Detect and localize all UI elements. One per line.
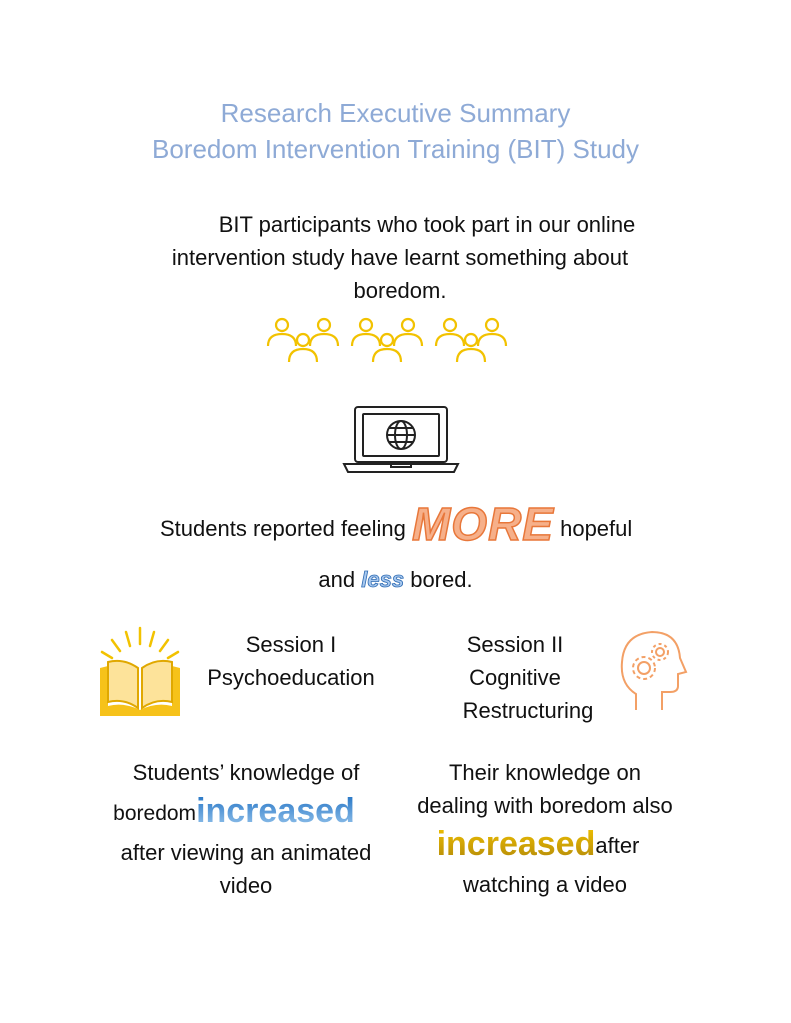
open-book-icon — [96, 626, 184, 720]
session-1-line-1: Students’ knowledge of — [132, 760, 360, 785]
session-2-line-4: watching a video — [463, 872, 627, 897]
finding-prefix: Students reported feeling — [160, 516, 406, 541]
bored-word: bored. — [410, 567, 473, 592]
session-2-after: after — [595, 833, 640, 858]
session-1-body — [96, 756, 396, 902]
laptop-globe-icon — [341, 404, 461, 476]
page-title — [0, 95, 791, 167]
session-2-title: Session II — [466, 632, 564, 657]
intro-line-3: boredom. — [353, 278, 447, 303]
session-2-line-2: dealing with boredom also — [417, 793, 673, 818]
increased-gold-word: increased — [436, 825, 596, 863]
less-word: less — [361, 567, 405, 592]
session-2-body — [400, 756, 690, 901]
finding-line-1 — [160, 498, 720, 550]
session-2-line-1: Their knowledge on — [448, 760, 641, 785]
session-1-header — [196, 628, 386, 694]
title-line-1: Research Executive Summary — [220, 98, 571, 128]
session-2-subtitle-1: Cognitive — [469, 665, 561, 690]
session-1-line-2 — [72, 789, 396, 836]
session-1-boredom: boredom — [113, 802, 197, 825]
session-2-header — [420, 628, 610, 727]
more-word: MORE — [411, 498, 554, 550]
session-1-line-4: video — [219, 873, 273, 898]
session-2-subtitle-2: Restructuring — [462, 698, 594, 723]
intro-line-2: intervention study have learnt something about — [171, 245, 629, 270]
session-1-title: Session I — [245, 632, 337, 657]
and-word: and — [318, 567, 356, 592]
session-2-line-3 — [386, 822, 690, 868]
increased-blue-word: increased — [196, 792, 355, 830]
title-line-2: Boredom Intervention Training (BIT) Study — [151, 134, 639, 164]
intro-line-1: BIT participants who took part in our online — [218, 212, 636, 237]
head-gears-icon — [614, 628, 688, 712]
finding-line-2 — [0, 563, 791, 596]
session-1-line-3: after viewing an animated — [120, 840, 372, 865]
session-1-subtitle: Psychoeducation — [207, 665, 375, 690]
hopeful-word: hopeful — [560, 516, 633, 541]
people-group-icon — [262, 316, 518, 366]
intro-paragraph — [120, 208, 680, 307]
